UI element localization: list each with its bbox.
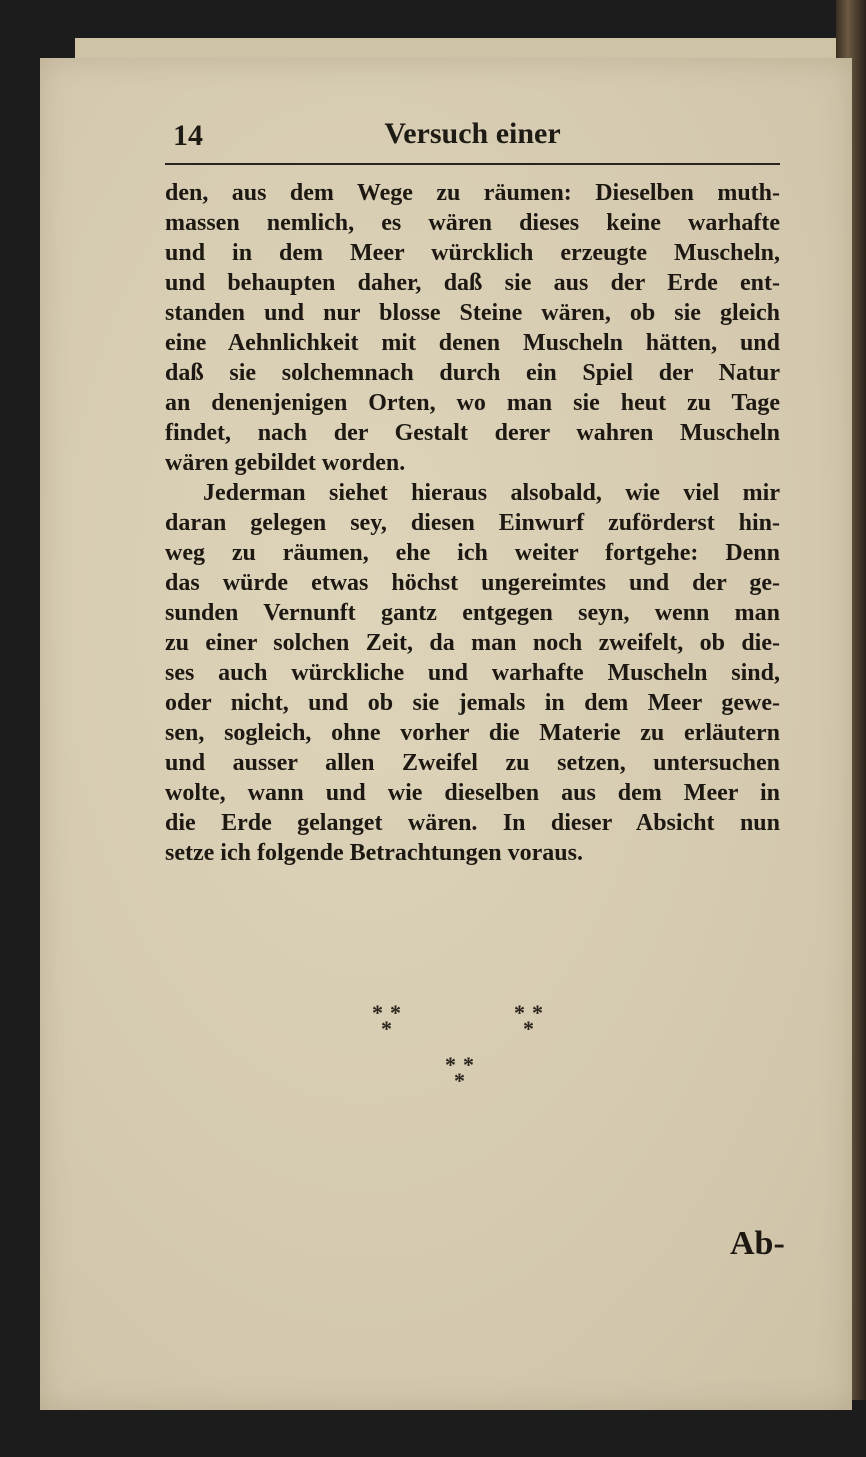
- text-line: sen, sogleich, ohne vorher die Materie zu erläutern: [165, 720, 780, 746]
- star-icon: *: [390, 1000, 401, 1025]
- text-line: daß sie solchemnach durch ein Spiel der Natur: [165, 360, 780, 386]
- text-line: daran gelegen sey, diesen Einwurf zuförderst hin-: [165, 510, 780, 536]
- text-line: wolte, wann und wie dieselben aus dem Meer in: [165, 780, 780, 806]
- text-line: Jederman siehet hieraus alsobald, wie viel mir: [203, 480, 780, 506]
- text-line: ses auch würckliche und warhafte Muscheln sind,: [165, 660, 780, 686]
- text-line: das würde etwas höchst ungereimtes und der ge-: [165, 570, 780, 596]
- header-rule: [165, 163, 780, 165]
- star-icon: *: [463, 1052, 474, 1077]
- text-line: findet, nach der Gestalt derer wahren Muscheln: [165, 420, 780, 446]
- page-number: 14: [173, 119, 203, 152]
- star-icon: *: [445, 1052, 456, 1077]
- text-line: den, aus dem Wege zu räumen: Dieselben muth-: [165, 180, 780, 206]
- text-line: zu einer solchen Zeit, da man noch zweifelt, ob die-: [165, 630, 780, 656]
- text-line: an denenjenigen Orten, wo man sie heut zu Tage: [165, 390, 780, 416]
- text-line: setze ich folgende Betrachtungen voraus.: [165, 840, 583, 866]
- text-line: und in dem Meer würcklich erzeugte Muscheln,: [165, 240, 780, 266]
- star-icon: *: [532, 1000, 543, 1025]
- star-icon: *: [523, 1016, 534, 1041]
- star-icon: *: [381, 1016, 392, 1041]
- star-icon: *: [454, 1068, 465, 1093]
- body-text: [165, 178, 780, 868]
- star-ornament: [300, 1000, 600, 1100]
- text-line: weg zu räumen, ehe ich weiter fortgehe: Denn: [165, 540, 780, 566]
- text-line: standen und nur blosse Steine wären, ob sie gleich: [165, 300, 780, 326]
- text-line: die Erde gelanget wären. In dieser Absicht nun: [165, 810, 780, 836]
- catchword: Ab-: [730, 1225, 785, 1262]
- text-line: und ausser allen Zweifel zu setzen, untersuchen: [165, 750, 780, 776]
- text-line: wären gebildet worden.: [165, 450, 406, 476]
- text-line: und behaupten daher, daß sie aus der Erde ent-: [165, 270, 780, 296]
- text-line: eine Aehnlichkeit mit denen Muscheln hätten, und: [165, 330, 780, 356]
- text-line: oder nicht, und ob sie jemals in dem Meer gewe-: [165, 690, 780, 716]
- text-line: sunden Vernunft gantz entgegen seyn, wenn man: [165, 600, 780, 626]
- page-header: [165, 115, 780, 159]
- star-icon: *: [514, 1000, 525, 1025]
- text-line: massen nemlich, es wären dieses keine warhafte: [165, 210, 780, 236]
- star-icon: *: [372, 1000, 383, 1025]
- running-head: Versuch einer: [384, 117, 561, 150]
